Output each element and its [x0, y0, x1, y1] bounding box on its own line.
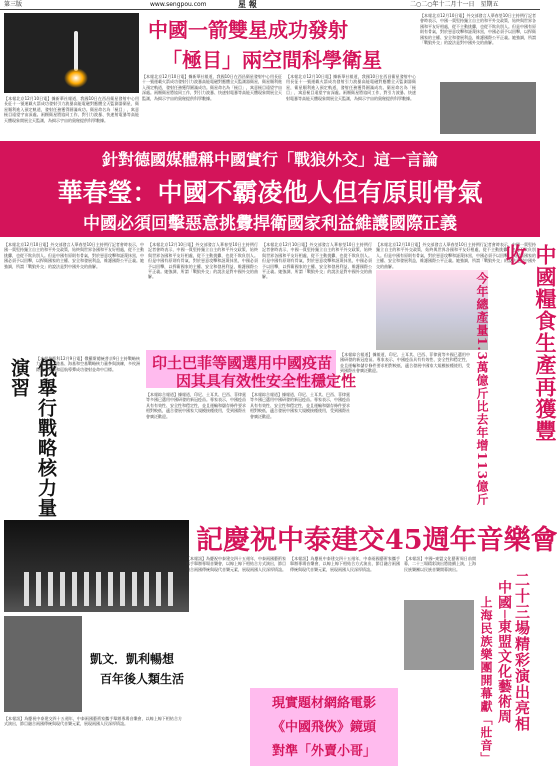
story1-title-2: 「極目」兩空間科學衛星 [162, 48, 382, 72]
story4-title: 俄舉行戰略核力量演習 [8, 358, 57, 518]
side-photo [440, 82, 536, 134]
story2-body-col2: 【本報北京12月10日電】外交部發言人華春瑩10日主持例行記者會時表示，中國一貫堅持獨立自主的和平外交政策，始終與世界各國和平友好相處，從不主動挑釁，也從不欺負別人。但是中國有原則有骨氣，對於惡意攻擊和誣蔑抹黑，中國必須予以回擊，以捍衛國家的主權、安全和發展利益，維護國際公平正義。她強調，所謂「戰狼外交」的說法是對中國外交的曲解。 [148, 242, 258, 280]
story4-body: 【本報莫斯科12月9日電】俄羅斯總統普京9日主持戰略核力量演習，陸基、海基和空基戰略核力量參與演練，多枚洲際彈道導彈和巡航導彈成功發射並命中目標。 [36, 356, 140, 372]
story2-kicker: 針對德國媒體稱中國實行「戰狼外交」這一言論 [101, 150, 438, 169]
site-url: www.sengpou.com [150, 1, 207, 8]
story6-body-a: 【本報訊】為慶祝中泰建交四十五週年，中泰兩國藝術家攜手舉辦專場音樂會，以線上線下相結合方式演出，節目融合兩國傳統與現代音樂元素，展現兩國人民深厚情誼。 [4, 716, 182, 727]
story3-title-1: 印土巴菲等國選用中國疫苗 [152, 354, 333, 372]
story3-body-b: 【本報綜合報道】據報道，印尼、土耳其、巴西、菲律賓等多國已選用中國研發的新冠疫苗。專家表示，中國疫苗具有有效性、安全性和穩定性，並且運輸和儲存條件要求相對較低，適合發展中國家大規模接種使用，受到國際社會廣泛歡迎。 [250, 392, 350, 419]
story7-headline-box [250, 688, 398, 766]
story2-body-col3: 【本報北京12月10日電】外交部發言人華春瑩10日主持例行記者會時表示，中國一貫堅持獨立自主的和平外交政策，始終與世界各國和平友好相處，從不主動挑釁，也從不欺負別人。但是中國有原則有骨氣，對於惡意攻擊和誣蔑抹黑，中國必須予以回擊，以捍衛國家的主權、安全和發展利益，維護國際公平正義。她強調，所謂「戰狼外交」的說法是對中國外交的曲解。 [262, 242, 372, 280]
story2-body-col4: 【本報北京12月10日電】外交部發言人華春瑩10日主持例行記者會時表示，中國一貫堅持獨立自主的和平外交政策，始終與世界各國和平友好相處，從不主動挑釁，也從不欺負別人。但是中國有原則有骨氣，對於惡意攻擊和誣蔑抹黑，中國必須予以回擊，以捍衛國家的主權、安全和發展利益，維護國際公平正義。她強調，所謂「戰狼外交」的說法是對中國外交的曲解。 [376, 242, 536, 269]
story6-title: 記慶祝中泰建交45週年音樂會 [196, 525, 558, 556]
story8-body: 【本報訊】中國─東盟文化藝術周日前開幕，二十三場精彩演出將陸續上演，上海民族樂團以民族音樂開幕演出。 [404, 556, 476, 572]
story3-headline-box [146, 350, 357, 390]
story6-body-b: 【本報訊】為慶祝中泰建交四十五週年，中泰兩國藝術家攜手舉辦專場音樂會，以線上線下相結合方式演出，節目融合兩國傳統與現代音樂元素，展現兩國人民深厚情誼。 [186, 556, 286, 572]
story8-title-3: 上海民族樂團開幕獻「壯音」 [479, 596, 493, 765]
story2-title: 華春瑩：中國不霸凌他人但有原則骨氣 [57, 178, 483, 207]
story7-line-3: 對準「外賣小哥」 [271, 744, 376, 759]
story1-body-c: 【本報北京12月10日電】據新華社報道，我國10日在西昌衛星發射中心用長征十一號運載火箭成功發射引力波暴高能電磁對應體全天監測器衛星，衛星順利進入預定軌道，發射任務獲得圓滿成功。衛星命名為「極目」，寓意極目遠望宇宙深處。兩顆衛星將協同工作，對引力波暴、快速射電暴等高能天體現象開展全天監測，為揭示宇宙的奧秘提供科學數據。 [286, 74, 416, 101]
story5-title: 中國糧食生產再獲豐收 [503, 244, 558, 442]
issue-date: 二○二○年十二月十一日 星期五 [410, 1, 499, 8]
story1-title-1: 中國一箭雙星成功發射 [148, 18, 348, 42]
story2-subtitle: 中國必須回擊惡意挑釁捍衛國家利益維護國際正義 [83, 214, 457, 234]
story6-caption-1: 凱文．凱利暢想 [90, 652, 175, 666]
story8-title-1: 二十三場精彩演出亮相 [513, 572, 531, 732]
story1-body-a: 【本報北京12月10日電】據新華社報道，我國10日在西昌衛星發射中心用長征十一號運載火箭成功發射引力波暴高能電磁對應體全天監測器衛星，衛星順利進入預定軌道，發射任務獲得圓滿成功。衛星命名為「極目」，寓意極目遠望宇宙深處。兩顆衛星將協同工作，對引力波暴、快速射電暴等高能天體現象開展全天監測，為揭示宇宙的奧秘提供科學數據。 [4, 96, 139, 123]
story8-title-2: 中國─東盟文化藝術周 [496, 580, 512, 725]
page-number: 第三版 [4, 1, 23, 8]
story3-body-c: 【本報綜合報道】據報道，印尼、土耳其、巴西、菲律賓等多國已選用中國研發的新冠疫苗。專家表示，中國疫苗具有有效性、安全性和穩定性，並且運輸和儲存條件要求相對較低，適合發展中國家大規模接種使用，受到國際社會廣泛歡迎。 [340, 352, 470, 374]
story6-body-c: 【本報訊】為慶祝中泰建交四十五週年，中泰兩國藝術家攜手舉辦專場音樂會，以線上線下相結合方式演出，節目融合兩國傳統與現代音樂元素，展現兩國人民深厚情誼。 [290, 556, 400, 572]
story2-body-col1: 【本報北京12月10日電】外交部發言人華春瑩10日主持例行記者會時表示，中國一貫堅持獨立自主的和平外交政策，始終與世界各國和平友好相處，從不主動挑釁，也從不欺負別人。但是中國有原則有骨氣，對於惡意攻擊和誣蔑抹黑，中國必須予以回擊，以捍衛國家的主權、安全和發展利益，維護國際公平正義。她強調，所謂「戰狼外交」的說法是對中國外交的曲解。 [4, 242, 144, 269]
ensemble-photo [404, 600, 474, 670]
story5-subtitle: 今年總產量1.3萬億斤比去年增113億斤 [475, 272, 489, 506]
concert-photo [4, 520, 189, 612]
story1-body-b: 【本報北京12月10日電】據新華社報道，我國10日在西昌衛星發射中心用長征十一號運載火箭成功發射引力波暴高能電磁對應體全天監測器衛星，衛星順利進入預定軌道，發射任務獲得圓滿成功。衛星命名為「極目」，寓意極目遠望宇宙深處。兩顆衛星將協同工作，對引力波暴、快速射電暴等高能天體現象開展全天監測，為揭示宇宙的奧秘提供科學數據。 [142, 74, 282, 101]
story3-title-2: 因其具有效性安全性穩定性 [176, 372, 357, 390]
rocket-launch-photo [4, 13, 139, 93]
kevin-kelly-photo [4, 616, 82, 712]
headline-banner [0, 141, 540, 237]
story7-line-1: 現實題材網絡電影 [271, 696, 376, 711]
paper-name: 星 報 [238, 0, 257, 9]
side-column-text: 【本報北京12月10日電】外交部發言人華春瑩10日主持例行記者會時表示，中國一貫堅持獨立自主的和平外交政策，始終與世界各國和平友好相處，從不主動挑釁，也從不欺負別人。但是中國有原則有骨氣，對於惡意攻擊和誣蔑抹黑，中國必須予以回擊，以捍衛國家的主權、安全和發展利益，維護國際公平正義。她強調，所謂「戰狼外交」的說法是對中國外交的曲解。 [420, 13, 536, 46]
story6-caption-2: 百年後人類生活 [100, 672, 185, 686]
story3-body-a: 【本報綜合報道】據報道，印尼、土耳其、巴西、菲律賓等多國已選用中國研發的新冠疫苗。專家表示，中國疫苗具有有效性、安全性和穩定性，並且運輸和儲存條件要求相對較低，適合發展中國家大規模接種使用，受到國際社會廣泛歡迎。 [146, 392, 246, 419]
page-header [0, 0, 540, 10]
story7-line-2: 《中國飛俠》鏡頭 [271, 720, 376, 735]
rice-field-photo [376, 270, 488, 350]
